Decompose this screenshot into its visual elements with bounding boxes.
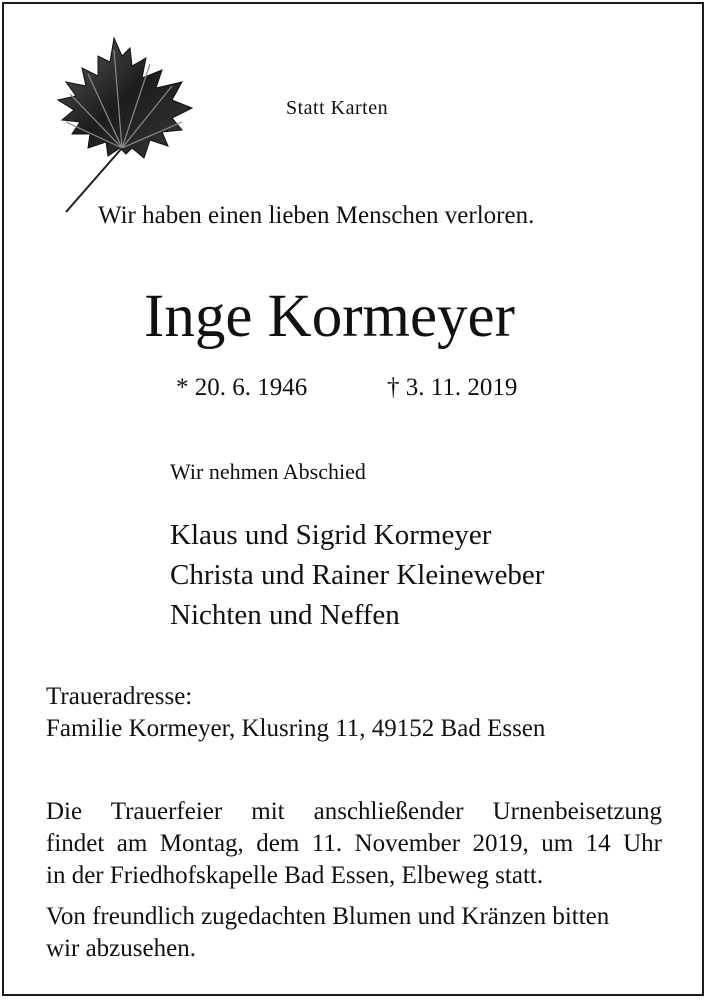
ceremony-line: findet am Montag, dem 11. November 2019, um 14 Uhr (46, 830, 662, 857)
birth-date: * 20. 6. 1946 (176, 374, 308, 401)
flowers-line: wir abzusehen. (46, 935, 196, 962)
mourner-line: Klaus und Sigrid Kormeyer (170, 519, 492, 551)
maple-leaf-icon (22, 30, 212, 220)
death-date: † 3. 11. 2019 (387, 374, 518, 401)
mourners-list (170, 515, 544, 635)
obituary-notice (2, 2, 704, 996)
mourning-address: Familie Kormeyer, Klusring 11, 49152 Bad Essen (46, 715, 546, 742)
mourner-line: Nichten und Neffen (170, 599, 400, 631)
ceremony-line: in der Friedhofskapelle Bad Essen, Elbeweg statt. (46, 862, 544, 889)
deceased-name: Inge Kormeyer (144, 283, 515, 350)
flowers-line: Von freundlich zugedachten Blumen und Kränzen bitten (46, 903, 610, 930)
lead-sentence: Wir haben einen lieben Menschen verloren. (98, 202, 535, 229)
address-label: Traueradresse: (46, 683, 193, 710)
ceremony-line: Die Trauerfeier mit anschließender Urnenbeisetzung (46, 798, 662, 825)
heading-statt-karten: Statt Karten (286, 97, 389, 119)
farewell-line: Wir nehmen Abschied (170, 459, 366, 484)
mourner-line: Christa und Rainer Kleineweber (170, 559, 545, 591)
flowers-paragraph (46, 901, 662, 965)
ceremony-paragraph (46, 796, 662, 892)
